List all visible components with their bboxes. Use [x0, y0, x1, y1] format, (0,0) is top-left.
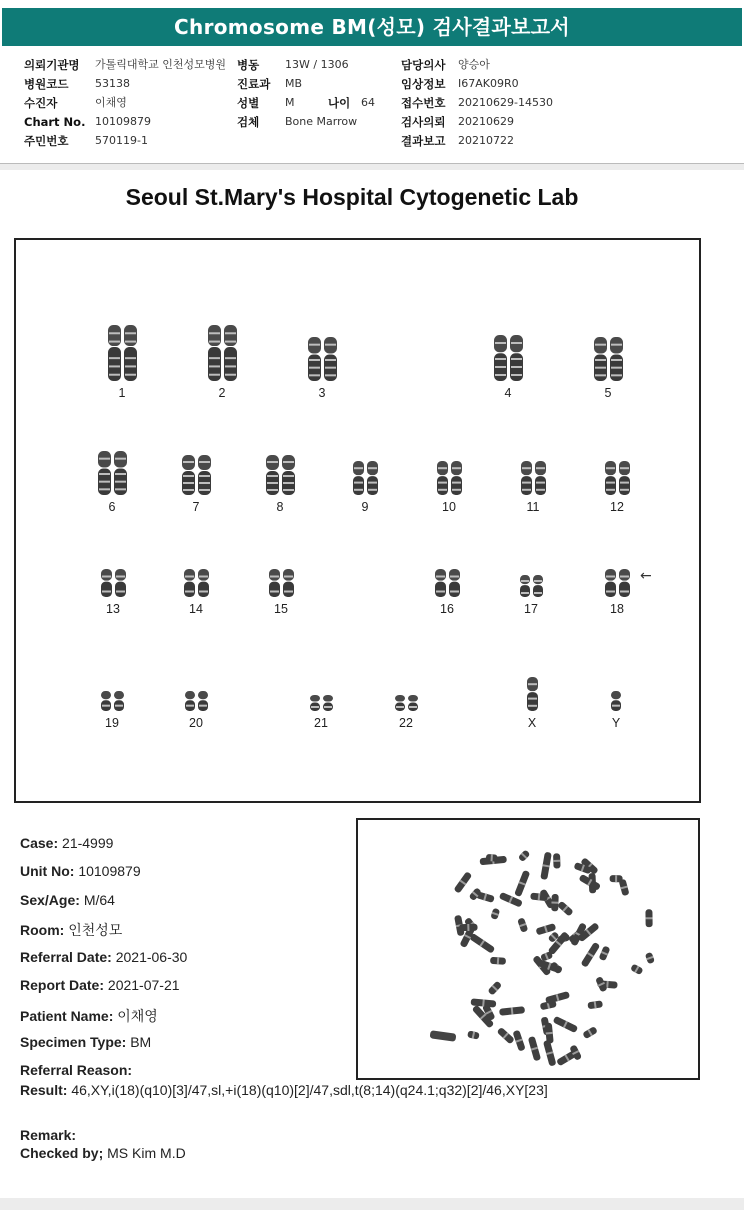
test-request-value: 20210629: [458, 115, 514, 128]
karyogram-panel: [14, 238, 701, 803]
chromosome-label-1: 1: [118, 386, 126, 400]
chromosome-label-5: 5: [604, 386, 612, 400]
referral-reason-label: Referral Reason:: [20, 1062, 133, 1078]
metaphase-spread-image: [356, 818, 700, 1080]
metaphase-chromosome: [517, 917, 528, 932]
metaphase-chromosome: [545, 1023, 554, 1044]
metaphase-chromosome: [486, 854, 498, 862]
metaphase-chromosome: [557, 901, 574, 917]
chromosome-pair-11: [519, 460, 548, 496]
metaphase-chromosome: [469, 933, 495, 954]
remark-row: [20, 1127, 76, 1143]
doctor-label: 담당의사: [401, 58, 446, 72]
metaphase-chromosome: [497, 1027, 515, 1045]
receipt-no-label: 접수번호: [401, 96, 446, 110]
chromosome-pair-12: [603, 460, 632, 496]
examinee-value: 이채영: [95, 96, 127, 109]
chromosome-label-20: 20: [189, 716, 203, 730]
chromosome-pair-1: [106, 324, 139, 382]
chromosome-pair-4: [492, 334, 525, 382]
chromosome-label-4: 4: [504, 386, 512, 400]
chromosome-label-9: 9: [361, 500, 369, 514]
metaphase-chromosome: [528, 1036, 541, 1061]
sex-label: 성별: [237, 96, 260, 110]
doctor-value: 양승아: [458, 58, 490, 71]
checked-row: [20, 1145, 186, 1161]
chromosome-pair-x: [525, 676, 540, 712]
chromosome-label-15: 15: [274, 602, 288, 616]
chromosome-label-22: 22: [399, 716, 413, 730]
result-value: 46,XY,i(18)(q10)[3]/47,sl,+i(18)(q10)[2]/47,sdl,t(8;14)(q24.1;q32)[2]/46,XY[23]: [71, 1082, 548, 1098]
section-gap: [0, 164, 744, 170]
chromosome-pair-8: [264, 454, 297, 496]
metaphase-chromosome: [587, 1000, 603, 1009]
metaphase-chromosome: [490, 957, 506, 965]
chart-no-label: Chart No.: [24, 115, 86, 129]
department-label: 진료과: [237, 77, 271, 91]
room-label: Room:: [20, 922, 65, 938]
metaphase-chromosome: [630, 963, 643, 975]
ward-value: 13W / 1306: [285, 58, 349, 71]
report-date-label: Report Date:: [20, 977, 105, 993]
age-label: 나이: [328, 96, 351, 110]
result-report-value: 20210722: [458, 134, 514, 147]
sex-value: M: [285, 96, 295, 109]
chromosome-pair-3: [306, 336, 339, 382]
chromosome-pair-19: [99, 690, 126, 712]
metaphase-chromosome: [645, 952, 655, 964]
metaphase-spread-graphic: [358, 820, 698, 1078]
chromosome-label-17: 17: [524, 602, 538, 616]
checked-label: Checked by;: [20, 1145, 104, 1161]
chromosome-pair-6: [96, 450, 129, 496]
metaphase-chromosome: [619, 879, 630, 896]
metaphase-chromosome: [582, 1026, 598, 1039]
metaphase-chromosome: [547, 931, 569, 955]
room-row: [20, 920, 122, 940]
chromosome-pair-17: [518, 574, 545, 598]
metaphase-chromosome: [490, 908, 500, 920]
chromosome-label-x: X: [527, 716, 537, 730]
test-request-label: 검사의뢰: [401, 115, 446, 129]
case-row: [20, 835, 113, 851]
specimen-type-value: BM: [130, 1034, 152, 1050]
receipt-no-value: 20210629-14530: [458, 96, 553, 109]
checked-value: MS Kim M.D: [107, 1145, 186, 1161]
reason-row: [20, 1062, 132, 1078]
sexage-label: Sex/Age:: [20, 892, 80, 908]
chromosome-label-8: 8: [276, 500, 284, 514]
chromosome-pair-21: [308, 694, 335, 712]
sexage-value: M/64: [83, 892, 115, 908]
referral-date-row: [20, 949, 187, 965]
referral-date-value: 2021-06-30: [115, 949, 188, 965]
lab-title: Seoul St.Mary's Hospital Cytogenetic Lab: [125, 184, 579, 210]
chromosome-pair-10: [435, 460, 464, 496]
chromosome-pair-20: [183, 690, 210, 712]
hospital-code-label: 병원코드: [24, 77, 69, 91]
chromosome-label-y: Y: [611, 716, 621, 730]
ward-label: 병동: [237, 58, 260, 72]
chromosome-label-11: 11: [526, 500, 540, 514]
patient-value: 이채영: [117, 1008, 158, 1024]
chromosome-pair-14: [182, 568, 211, 598]
referral-date-label: Referral Date:: [20, 949, 112, 965]
metaphase-chromosome: [551, 894, 559, 911]
metaphase-chromosome: [540, 852, 552, 880]
result-row: [20, 1082, 548, 1098]
chromosome-label-3: 3: [318, 386, 326, 400]
chromosome-label-19: 19: [105, 716, 119, 730]
bottom-bar: [0, 1198, 744, 1210]
report-date-row: [20, 977, 180, 993]
report-title: Chromosome BM(성모) 검사결과보고서: [2, 8, 742, 46]
header-col3: [401, 58, 601, 154]
chromosome-label-12: 12: [610, 500, 624, 514]
metaphase-chromosome: [459, 924, 478, 932]
metaphase-chromosome: [487, 981, 502, 996]
clinical-info-label: 임상정보: [401, 77, 446, 91]
department-value: MB: [285, 77, 303, 90]
chromosome-label-6: 6: [108, 500, 116, 514]
metaphase-chromosome: [471, 998, 497, 1007]
chromosome-label-18: 18: [610, 602, 624, 616]
metaphase-chromosome: [553, 853, 561, 868]
case-value: 21-4999: [62, 835, 114, 851]
metaphase-chromosome: [499, 1006, 525, 1015]
remark-label: Remark:: [20, 1127, 77, 1143]
chart-no-value: 10109879: [95, 115, 151, 128]
examinee-label: 수진자: [24, 96, 58, 110]
metaphase-chromosome: [453, 871, 472, 894]
chromosome-pair-18: [603, 568, 632, 598]
chromosome-label-21: 21: [314, 716, 328, 730]
room-value: 인천성모: [68, 922, 123, 938]
metaphase-chromosome: [430, 1030, 457, 1042]
case-label: Case:: [20, 835, 59, 851]
chromosome-pair-13: [99, 568, 128, 598]
clinical-info-value: I67AK09R0: [458, 77, 519, 90]
sexage-row: [20, 892, 115, 908]
chromosome-label-10: 10: [442, 500, 456, 514]
chromosome-label-14: 14: [189, 602, 203, 616]
metaphase-chromosome: [598, 945, 610, 961]
requesting-institution-value: 가톨릭대학교 인천성모병원: [95, 58, 227, 71]
chromosome-label-13: 13: [106, 602, 120, 616]
chromosome-pair-22: [393, 694, 420, 712]
specimen-value: Bone Marrow: [285, 115, 358, 128]
abnormality-arrow-icon: ←: [640, 568, 652, 584]
chromosome-pair-2: [206, 324, 239, 382]
unit-label: Unit No:: [20, 863, 75, 879]
unit-value: 10109879: [78, 863, 141, 879]
chromosome-pair-y: [609, 690, 623, 712]
hospital-code-value: 53138: [95, 77, 130, 90]
result-report-label: 결과보고: [401, 134, 446, 148]
resident-no-label: 주민번호: [24, 134, 69, 148]
chromosome-pair-9: [351, 460, 380, 496]
age-value: 64: [361, 96, 375, 109]
chromosome-label-7: 7: [192, 500, 200, 514]
metaphase-chromosome: [543, 1040, 557, 1067]
header-col2: [237, 58, 387, 154]
result-label: Result:: [20, 1082, 68, 1098]
metaphase-chromosome: [467, 1030, 480, 1039]
unit-row: [20, 863, 141, 879]
specimen-type-label: Specimen Type:: [20, 1034, 127, 1050]
chromosome-pair-7: [180, 454, 213, 496]
header-col1: [24, 58, 264, 154]
chromosome-label-16: 16: [440, 602, 454, 616]
metaphase-chromosome: [580, 942, 600, 968]
metaphase-chromosome: [545, 991, 570, 1004]
metaphase-chromosome: [512, 1030, 525, 1052]
requesting-institution-label: 의뢰기관명: [24, 58, 80, 72]
chromosome-pair-15: [267, 568, 296, 598]
chromosome-label-2: 2: [218, 386, 226, 400]
chromosome-pair-5: [592, 336, 625, 382]
specimen-row: [20, 1034, 151, 1050]
metaphase-chromosome: [514, 870, 530, 897]
report-date-value: 2021-07-21: [107, 977, 180, 993]
metaphase-chromosome: [518, 849, 531, 862]
metaphase-chromosome: [645, 909, 652, 927]
patient-row: [20, 1006, 158, 1026]
chromosome-pair-16: [433, 568, 462, 598]
patient-label: Patient Name:: [20, 1008, 114, 1024]
resident-no-value: 570119-1: [95, 134, 148, 147]
metaphase-chromosome: [553, 1016, 579, 1033]
specimen-label: 검체: [237, 115, 260, 129]
